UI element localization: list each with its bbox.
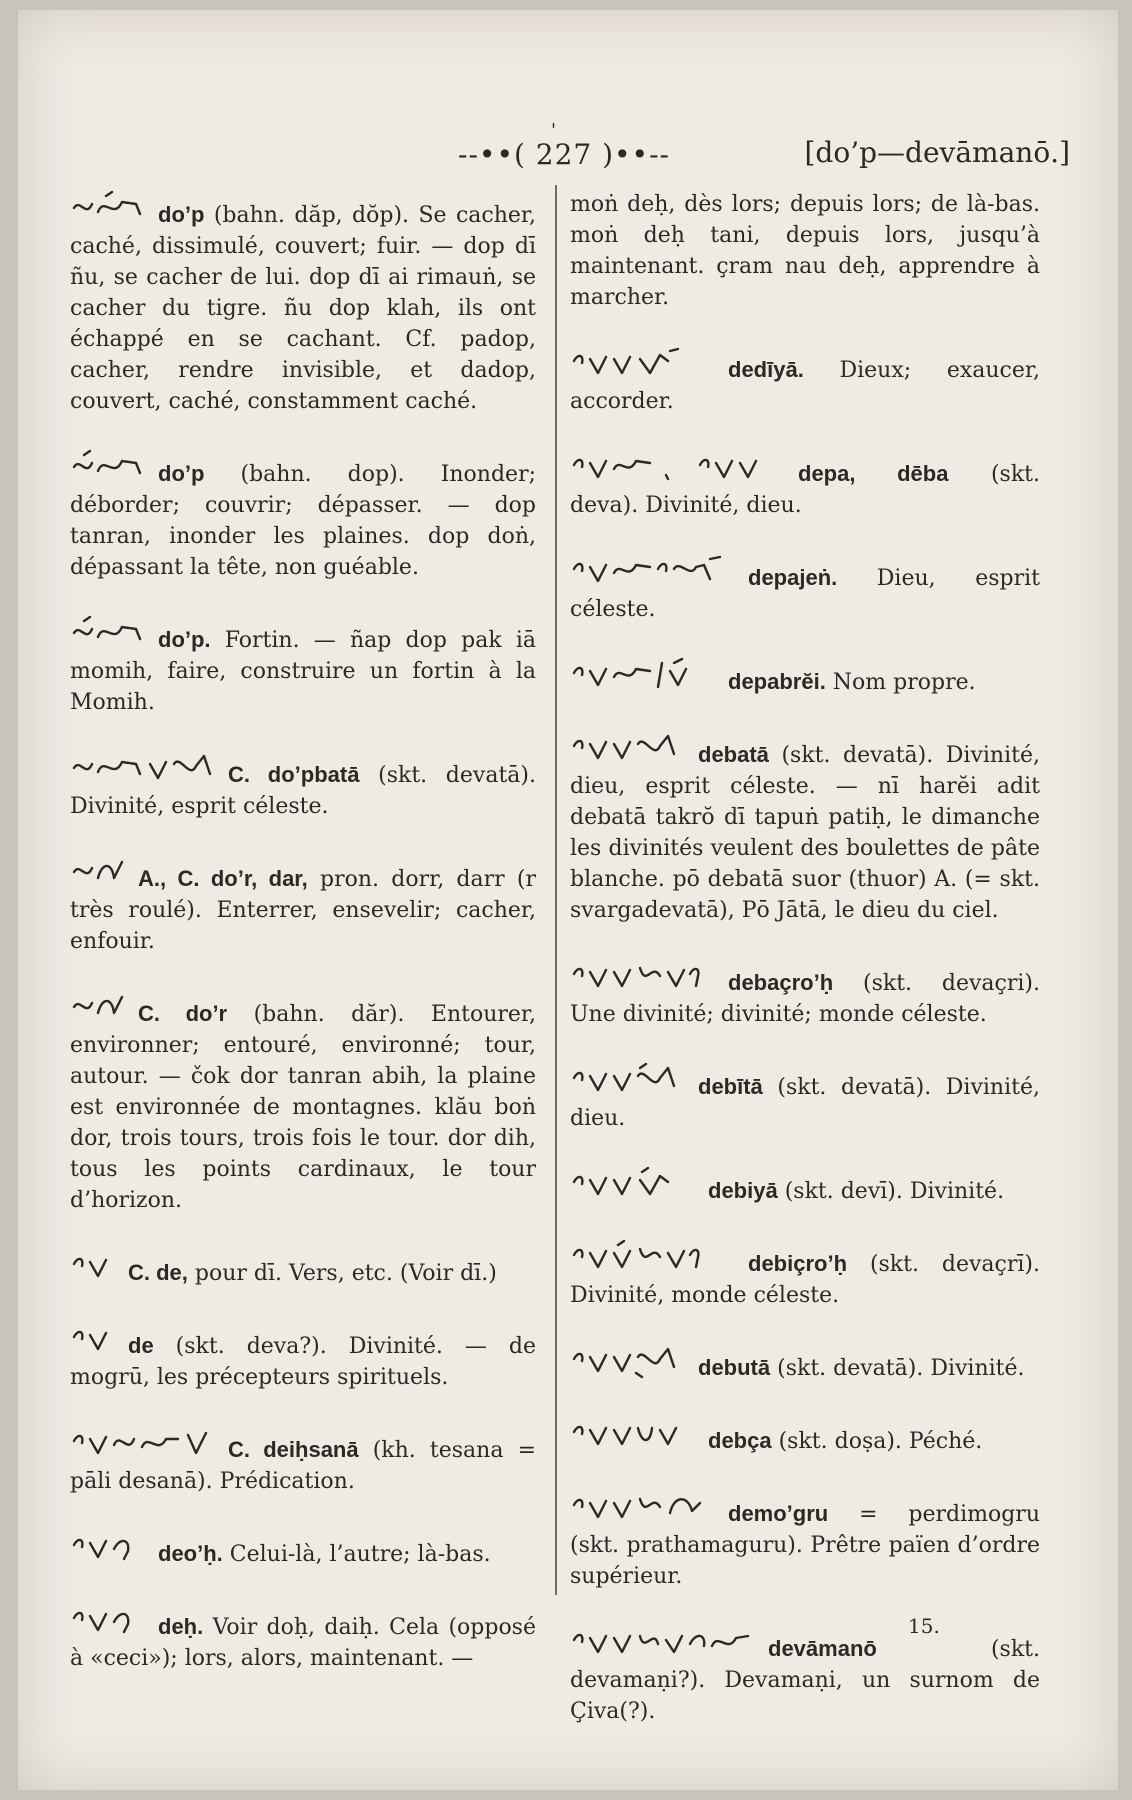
cham-script-icon — [70, 188, 150, 228]
entry: depa, dēba (skt. deva). Divinité, dieu. — [570, 447, 1040, 521]
entry: deo’ḥ. Celui-là, l’autre; là-bas. — [70, 1527, 536, 1570]
entry: do’p. Fortin. — ñap dop pak iā momih, faire, construire un fortin à la Momih. — [70, 613, 536, 718]
entry: do’p (bahn. dăp, dŏp). Se cacher, caché, dissimulé, couvert; fuir. — dop dī ñu, se cacher de lui. dop dī ai rimauṅ, se cacher du tigre. ñu dop klah, ils ont échappé en se cachant. Cf. padop, cacher, rendre invisible, et dadop, couvert, caché, constamment caché. — [70, 188, 536, 417]
entry: C. do’pbatā (skt. devatā). Divinité, esprit céleste. — [70, 748, 536, 822]
cham-script-icon — [570, 1060, 690, 1100]
page-number: --••( 227 )••-- — [458, 138, 670, 171]
dictionary-page — [18, 10, 1118, 1790]
cham-script-icon — [70, 1423, 220, 1463]
cham-script-icon — [570, 655, 720, 695]
cham-script-icon — [70, 1246, 120, 1286]
entry: debça (skt. doṣa). Péché. — [570, 1414, 1040, 1457]
entry: moṅ deḥ, dès lors; depuis lors; de là-bas. moṅ deḥ tani, depuis lors, jusqu’à maintenant. çram nau deḥ, apprendre à marcher. — [570, 192, 1040, 310]
signature-mark: 15. — [908, 1614, 940, 1638]
entry: dedīyā. Dieux; exaucer, accorder. — [570, 343, 1040, 417]
entry: depabrĕi. Nom propre. — [570, 655, 1040, 698]
entry: debītā (skt. devatā). Divinité, dieu. — [570, 1060, 1040, 1134]
entry: debiçro’ḥ (skt. devaçrī). Divinité, monde céleste. — [570, 1237, 1040, 1311]
column-divider — [555, 185, 557, 1595]
entry: debatā (skt. devatā). Divinité, dieu, esprit céleste. — nī harĕi adit debatā takrŏ dī tapuṅ patiḥ, le dimanche les divinités veulent des boulettes de pâte blanche. pō debatā suor (thuor) A. (= skt. svargadevatā), Pō Jātā, le dieu du ciel. — [570, 728, 1040, 926]
cham-script-icon — [70, 447, 150, 487]
cham-script-icon — [570, 1414, 700, 1454]
cham-script-icon — [570, 728, 690, 768]
entry: demo’gru = perdimogru (skt. prathamaguru). Prêtre païen d’ordre supérieur. — [570, 1487, 1040, 1592]
page-header — [18, 130, 1118, 170]
entry: debutā (skt. devatā). Divinité. — [570, 1341, 1040, 1384]
entry: do’p (bahn. dop). Inonder; déborder; couvrir; dépasser. — dop tanran, inonder les plaines. dop doṅ, dépassant la tête, non guéable. — [70, 447, 536, 583]
cham-script-icon — [570, 1622, 760, 1662]
left-column — [70, 188, 536, 1704]
cham-script-icon — [570, 447, 790, 487]
cham-script-icon — [570, 956, 720, 996]
cham-script-icon — [70, 613, 150, 653]
entry: devāmanō (skt. devamaṇi?). Devamaṇi, un surnom de Çiva(?). — [570, 1622, 1040, 1727]
cham-script-icon — [70, 1319, 120, 1359]
cham-script-icon — [570, 343, 720, 383]
entry: deḥ. Voir doḥ, daiḥ. Cela (opposé à «ceci»); lors, alors, maintenant. — — [70, 1600, 536, 1674]
running-head: [do’p—devāmanō.] — [804, 136, 1070, 169]
cham-script-icon — [70, 748, 220, 788]
entry: C. do’r (bahn. dăr). Entourer, environner; entouré, environné; tour, autour. — čok dor tanran abih, la plaine est environnée de montagnes. klău boṅ dor, trois tours, trois fois le tour. dor dih, tous les points cardinaux, le tour d’horizon. — [70, 987, 536, 1216]
cham-script-icon — [570, 1164, 700, 1204]
cham-script-icon — [570, 551, 740, 591]
entry: de (skt. deva?). Divinité. — de mogrū, les précepteurs spirituels. — [70, 1319, 536, 1393]
right-column — [570, 188, 1040, 1757]
cham-script-icon — [570, 1487, 720, 1527]
entry: C. de, pour dī. Vers, etc. (Voir dī.) — [70, 1246, 536, 1289]
cham-script-icon — [570, 1237, 740, 1277]
cham-script-icon — [70, 987, 130, 1027]
cham-script-icon — [70, 1527, 150, 1567]
cham-script-icon — [570, 1341, 690, 1381]
entry: A., C. do’r, dar, pron. dorr, darr (r très roulé). Enterrer, ensevelir; cacher, enfouir. — [70, 852, 536, 957]
cham-script-icon — [70, 852, 130, 892]
cham-script-icon — [70, 1600, 150, 1640]
page-mark: ' — [551, 120, 556, 141]
entry: depajeṅ. Dieu, esprit céleste. — [570, 551, 1040, 625]
entry: C. deiḥsanā (kh. tesana = pāli desanā). Prédication. — [70, 1423, 536, 1497]
entry: debaçro’ḥ (skt. devaçri). Une divinité; divinité; monde céleste. — [570, 956, 1040, 1030]
entry: debiyā (skt. devī). Divinité. — [570, 1164, 1040, 1207]
